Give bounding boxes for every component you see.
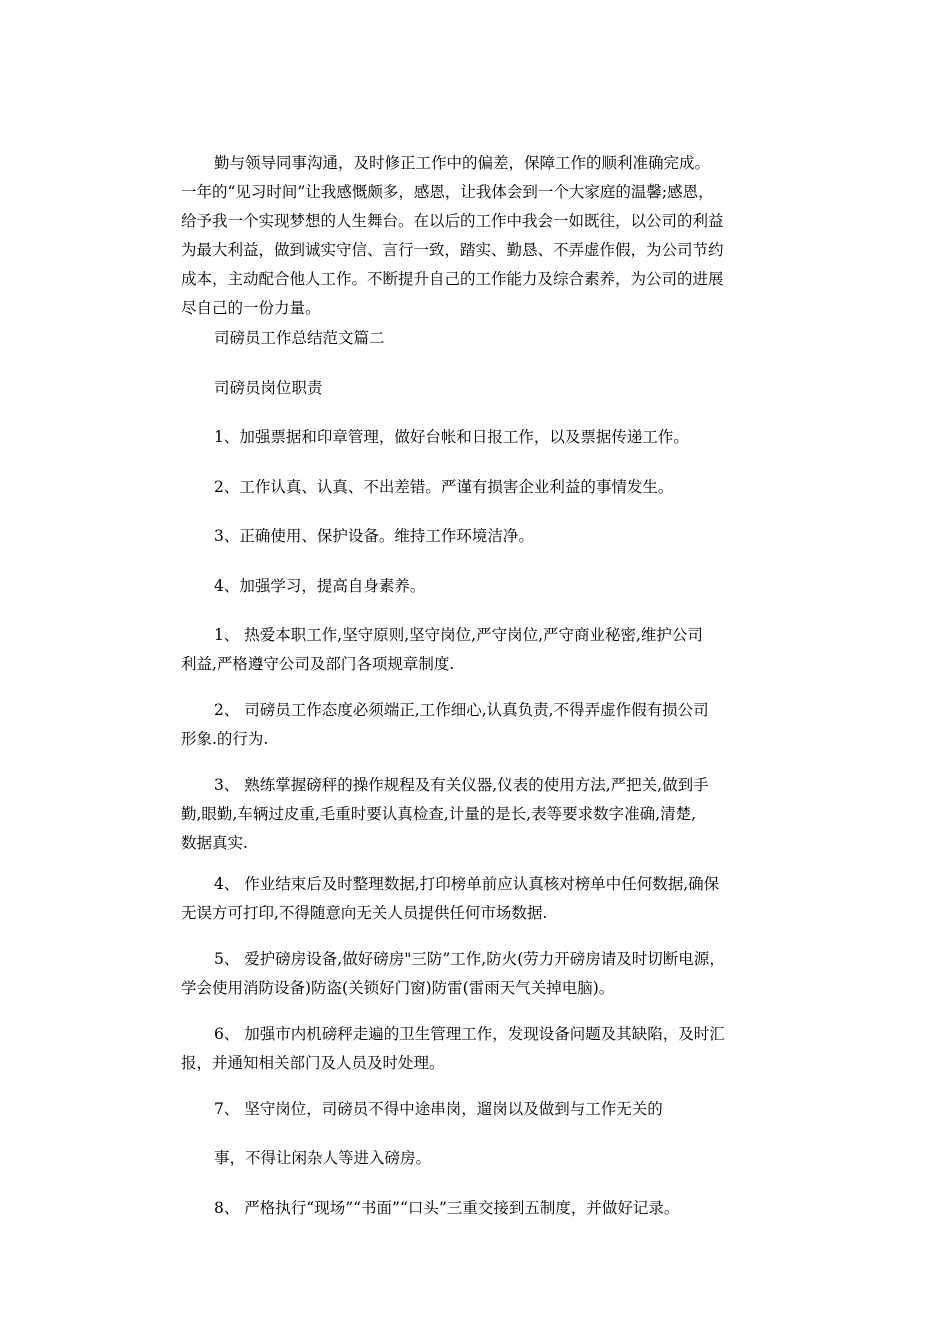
detail-item: 7、 坚守岗位，司磅员不得中途串岗，遛岗以及做到与工作无关的 bbox=[214, 1100, 663, 1118]
detail-item: 4、 作业结束后及时整理数据,打印榜单前应认真核对榜单中任何数据,确保 无误方可打印,不得随意向无关人员提供任何市场数据. bbox=[181, 875, 720, 922]
intro-line: 为最大利益，做到诚实守信、言行一致，踏实、勤恳、不弄虚作假，为公司节约 bbox=[181, 241, 724, 259]
detail-item: 8、 严格执行“现场”“书面”“口头”三重交接到五制度，并做好记录。 bbox=[214, 1199, 680, 1217]
detail-item: 3、 熟练掌握磅秤的操作规程及有关仪器,仪表的使用方法,严把关,做到手 勤,眼勤,车辆过皮重,毛重时要认真检查,计量的是长,表等要求数字准确,清楚, 数据真实. bbox=[181, 776, 709, 852]
list-item: 1、加强票据和印章管理，做好台帐和日报工作，以及票据传递工作。 bbox=[214, 428, 689, 446]
detail-item: 事，不得让闲杂人等进入磅房。 bbox=[214, 1149, 432, 1167]
intro-paragraph bbox=[181, 149, 781, 323]
intro-line: 勤与领导同事沟通，及时修正工作中的偏差，保障工作的顺利准确完成。 bbox=[214, 154, 711, 172]
detail-item: 6、 加强市内机磅秤走遍的卫生管理工作，发现设备问题及其缺陷，及时汇 报，并通知相关部门及人员及时处理。 bbox=[181, 1025, 725, 1072]
section-title: 司磅员工作总结范文篇二 bbox=[214, 329, 385, 347]
detail-item: 2、 司磅员工作态度必须端正,工作细心,认真负责,不得弄虚作假有损公司 形象.的行为. bbox=[181, 701, 709, 748]
detail-item: 5、 爱护磅房设备,做好磅房"三防”工作,防火(劳力开磅房请及时切断电源， 学会使用消防设备)防盗(关锁好门窗)防雷(雷雨天气关掉电脑)。 bbox=[181, 950, 725, 997]
list-item: 2、工作认真、认真、不出差错。严谨有损害企业利益的事情发生。 bbox=[214, 478, 674, 496]
intro-line: 一年的“见习时间”让我感慨颇多，感恩，让我体会到一个大家庭的温馨;感恩， bbox=[181, 183, 714, 201]
intro-line: 尽自己的一份力量。 bbox=[181, 299, 321, 317]
intro-line: 给予我一个实现梦想的人生舞台。在以后的工作中我会一如既往，以公司的利益 bbox=[181, 212, 724, 230]
duty-heading: 司磅员岗位职责 bbox=[214, 379, 323, 397]
list-item: 3、正确使用、保护设备。维持工作环境洁净。 bbox=[214, 527, 534, 545]
intro-line: 成本，主动配合他人工作。不断提升自己的工作能力及综合素养，为公司的进展 bbox=[181, 270, 724, 288]
detail-item: 1、 热爱本职工作,坚守原则,坚守岗位,严守岗位,严守商业秘密,维护公司 利益,严格遵守公司及部门各项规章制度. bbox=[181, 626, 703, 673]
list-item: 4、加强学习，提高自身素养。 bbox=[214, 577, 426, 595]
